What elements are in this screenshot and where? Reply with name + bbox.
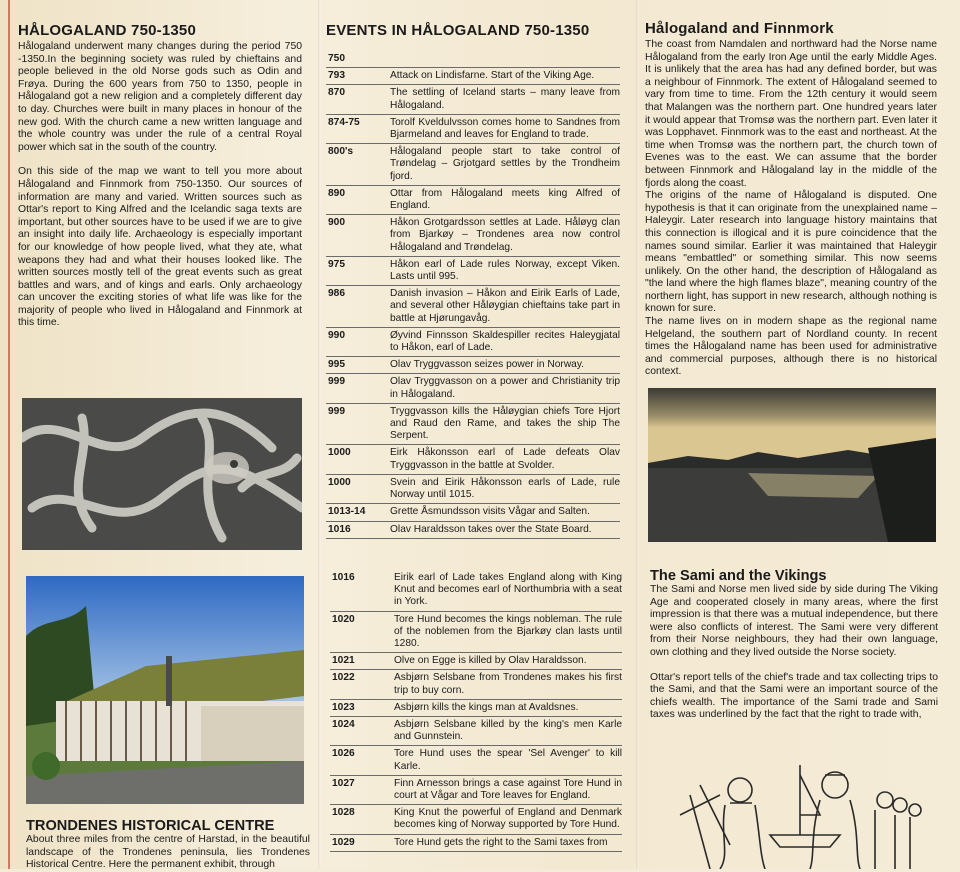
halogaland-finnmork-title: Hålogaland and Finnmork: [645, 20, 834, 37]
event-row: [326, 215, 620, 257]
event-year: 995: [326, 357, 386, 374]
event-year: 990: [326, 327, 386, 356]
event-description: Tore Hund uses the spear 'Sel Avenger' to kill Karle.: [390, 746, 622, 775]
event-year: 1016: [326, 521, 386, 538]
event-row: [326, 403, 620, 445]
event-row: [326, 521, 620, 538]
event-description: The settling of Iceland starts – many leave from Hålogaland.: [386, 85, 620, 114]
event-row: [330, 775, 622, 804]
vikings-sketch-illustration: [660, 755, 940, 869]
event-description: Håkon Grotgardsson settles at Lade. Håløyg clan from Bjarkøy – Trondenes area now control Hålogaland and Trøndelag.: [386, 215, 620, 257]
event-year: 793: [326, 68, 386, 85]
events-table-top: [326, 51, 620, 539]
event-row: [330, 670, 622, 699]
event-description: Tore Hund becomes the kings nobleman. The rule of the noblemen from the Bjarkøy clan lasts until 1280.: [390, 611, 622, 653]
intro-paragraph-1: Hålogaland underwent many changes during the period 750 -1350.In the beginning society was ruled by chieftains and people believed in the old Norse gods such as Odin and Frøya. During the 600 years from 750 to 1350, people in Hålogaland got a new religion and a completely different day to day. Churches were built in many places in honour of the new god. With the church came a new written language and the whole country was under the rule of a central Royal power which sat in the south of the country.: [18, 41, 302, 153]
event-description: Danish invasion – Håkon and Eirik Earls of Lade, and several other Håløygian chieftains take part in battle at Hjørungavåg.: [386, 286, 620, 328]
event-row: [330, 717, 622, 746]
event-year: 999: [326, 403, 386, 445]
event-year: 986: [326, 286, 386, 328]
event-row: [330, 570, 622, 611]
event-year: 750: [326, 51, 386, 68]
event-year: 1021: [330, 653, 390, 670]
event-row: [326, 357, 620, 374]
event-description: Olav Haraldsson takes over the State Board.: [386, 521, 620, 538]
events-column: [326, 22, 620, 539]
event-description: Tore Hund gets the right to the Sami taxes from: [390, 834, 622, 851]
event-year: 1024: [330, 717, 390, 746]
event-year: 1023: [330, 699, 390, 716]
trondenes-title: TRONDENES HISTORICAL CENTRE: [26, 818, 275, 834]
event-description: Eirik earl of Lade takes England along with King Knut and becomes earl of Northumbria with a seat in York.: [390, 570, 622, 611]
event-row: [326, 445, 620, 474]
event-row: [330, 746, 622, 775]
event-description: Attack on Lindisfarne. Start of the Viking Age.: [386, 68, 620, 85]
event-description: Finn Arnesson brings a case against Tore Hund in court at Vågar and Tore leaves for England.: [390, 775, 622, 804]
events-column-lower: [330, 570, 622, 852]
intro-title: HÅLOGALAND 750-1350: [18, 22, 197, 39]
event-row: [326, 504, 620, 521]
event-description: Eirk Håkonsson earl of Lade defeats Olav Tryggvasson in the battle at Svolder.: [386, 445, 620, 474]
event-description: Hålogaland people start to take control of Trøndelag – Grjotgard settles by the Trondheim fjord.: [386, 144, 620, 186]
sami-vikings-title: The Sami and the Vikings: [650, 568, 827, 584]
intro-paragraph-2: On this side of the map we want to tell you more about Hålogaland and Finnmork from 750-1350. Our sources of information are many and varied. Written sources such as Ottar's report to King Alfred and the Icelandic saga texts are important, but other sources have to be used if we are to give an insight into daily life. Archaeology is especially important for our knowledge of how people lived, what they ate, what weapons they had and what their houses looked like. The written sources mostly tell of the great events such as great battles and wars, and of kings and earls. Only archaeology can uncover the exciting stories of what life was like for the majority of people who lived in Hålogaland and Finnmork at this time.: [18, 166, 302, 329]
event-year: 900: [326, 215, 386, 257]
event-year: 1022: [330, 670, 390, 699]
sami-vikings-text: [650, 584, 938, 734]
event-row: [326, 286, 620, 328]
event-description: Øyvind Finnsson Skaldespiller recites Haleygjatal to Håkon, earl of Lade.: [386, 327, 620, 356]
event-description: Tryggvasson kills the Håløygian chiefs Tore Hjort and Raud den Rame, and takes the ship The Serpent.: [386, 403, 620, 445]
event-row: [330, 653, 622, 670]
page-edge-line: [8, 0, 10, 869]
event-row: [326, 374, 620, 403]
event-year: 1029: [330, 834, 390, 851]
events-title: EVENTS IN HÅLOGALAND 750-1350: [326, 22, 590, 39]
trondenes-text: About three miles from the centre of Harstad, in the beautiful landscape of the Trondenes peninsula, lies Trondenes Historical Centre. Here the permanent exhibit, through: [26, 834, 310, 871]
event-year: 800's: [326, 144, 386, 186]
event-year: 874-75: [326, 114, 386, 143]
event-year: 1000: [326, 445, 386, 474]
event-row: [330, 699, 622, 716]
event-year: 1000: [326, 474, 386, 503]
event-row: [326, 327, 620, 356]
event-year: 1027: [330, 775, 390, 804]
event-year: 1028: [330, 805, 390, 834]
event-row: [326, 51, 620, 68]
event-row: [326, 474, 620, 503]
intro-column: [18, 22, 302, 342]
halogaland-finnmork-text-3: The name lives on in modern shape as the regional name Helgeland, the southern part of Nordland county. In recent times the Hålogaland name has been used for administrative and commercial purposes, although there is no historical context.: [645, 316, 937, 378]
event-year: 870: [326, 85, 386, 114]
event-description: Olve on Egge is killed by Olav Haraldsson.: [390, 653, 622, 670]
event-year: 1013-14: [326, 504, 386, 521]
event-year: 999: [326, 374, 386, 403]
event-year: 1026: [330, 746, 390, 775]
halogaland-finnmork-column: [645, 20, 937, 379]
event-description: Torolf Kveldulvsson comes home to Sandnes from Bjarmeland and leaves for England to trade.: [386, 114, 620, 143]
event-row: [326, 114, 620, 143]
event-description: Asbjørn Selsbane from Trondenes makes his first trip to buy corn.: [390, 670, 622, 699]
event-year: 890: [326, 185, 386, 214]
event-row: [330, 805, 622, 834]
event-description: Håkon earl of Lade rules Norway, except Viken. Lasts until 995.: [386, 256, 620, 285]
event-year: 1020: [330, 611, 390, 653]
event-year: 975: [326, 256, 386, 285]
event-row: [326, 85, 620, 114]
fold-line-2: [636, 0, 639, 869]
sami-vikings-paragraph-2: Ottar's report tells of the chief's trade and tax collecting trips to the Sami, and that the Sami were an important source of the chiefs wealth. The importance of the Sami trade and Sami taxes was underlined by the fact that the right to trade with,: [650, 671, 938, 721]
event-description: King Knut the powerful of England and Denmark becomes king of Norway supported by Tore Hund.: [390, 805, 622, 834]
event-year: 1016: [330, 570, 390, 611]
event-description: Asbjørn Selsbane killed by the king's men Karle and Gunnstein.: [390, 717, 622, 746]
halogaland-finnmork-text-1: The coast from Namdalen and northward had the Norse name Hålogaland from the early Iron Age until the early Middle Ages. It is unlikely that the area has had any defined border, but was a neighbour of Finnmork. The extent of Hålogaland seemed to vary from time to time. From the 12th century it would seem that Malangen was the northern part. One hundred years later it would appear that Tromsø was the northern part. Even later it was Lopphavet. Finnmork was to the east and northeast. At the time when Tromsø was the northern part, the church town of Evenes was to the east. We can assume that the border between Finnmork and Hålogaland lay in the middle of the fjords along the coast.: [645, 39, 937, 189]
event-row: [326, 256, 620, 285]
sami-vikings-paragraph-1: The Sami and Norse men lived side by side during The Viking Age and cooperated closely in many areas, where the first impression is that there was a mutual independence, but there were also conflicts of interest. The Sami were very different from their Norse neighbours, they had their own language, own clothing and they lived outside the Norse society.: [650, 584, 938, 658]
fjord-landscape-photo: [648, 388, 936, 542]
event-row: [326, 185, 620, 214]
event-description: Grette Åsmundsson visits Vågar and Salten.: [386, 504, 620, 521]
viking-carving-photo: [22, 398, 302, 550]
event-description: Svein and Eirik Håkonsson earls of Lade, rule Norway until 1015.: [386, 474, 620, 503]
events-table-bottom: [330, 570, 622, 852]
event-description: Asbjørn kills the kings man at Avaldsnes.: [390, 699, 622, 716]
event-description: Olav Tryggvasson on a power and Christianity trip in Hålogaland.: [386, 374, 620, 403]
event-description: Olav Tryggvasson seizes power in Norway.: [386, 357, 620, 374]
event-row: [326, 144, 620, 186]
halogaland-finnmork-text-2: The origins of the name of Hålogaland is disputed. One hypothesis is that it can originate from the unexplained name – Haleygir. Later research into language history maintains that this connection is illogical and it is pure coincidence that the names sound similar. Earlier it was maintained that Haleygir means "embattled" or something similar. This now seems unlikely. On the other hand, the description of Hålogaland as "the land where the high flames blaze", meaning country of the northern light, has support in new research, although nothing is known for sure.: [645, 190, 937, 315]
fold-line-1: [318, 0, 321, 869]
event-row: [330, 611, 622, 653]
event-description: [386, 51, 620, 68]
trondenes-centre-photo: [26, 576, 304, 804]
event-description: Ottar from Hålogaland meets king Alfred of England.: [386, 185, 620, 214]
event-row: [330, 834, 622, 851]
event-row: [326, 68, 620, 85]
